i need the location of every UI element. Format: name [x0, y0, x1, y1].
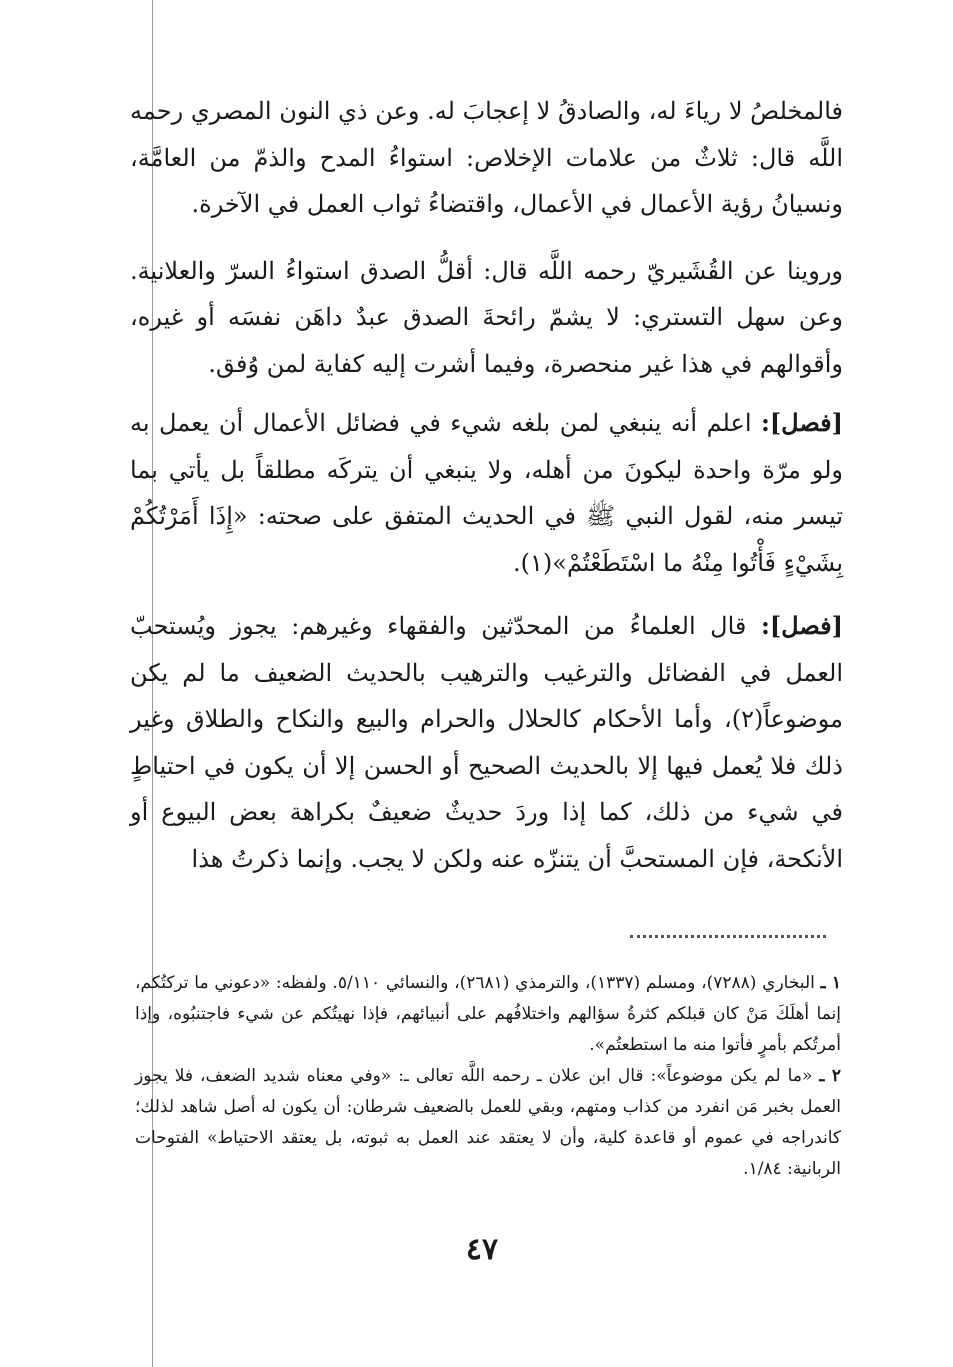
- paragraph-4: [130, 603, 843, 882]
- section-heading: [فصل]:: [760, 408, 843, 437]
- section-heading: [فصل]:: [760, 611, 843, 640]
- footnote-2: [135, 1061, 841, 1185]
- paragraph-3: [130, 400, 843, 586]
- footnote-text: «ما لم يكن موضوعاً»: قال ابن علان ـ رحمه اللَّه تعالى ـ: «وفي معناه شديد الضعف، فلا يجوز العمل بخبر مَن انفرد من كذاب ومتهم، وبقي للعمل بالضعيف شرطان: أن يكون له أصل شاهد لذلك؛ كاندراجه في عموم أو قاعدة كلية، وأن لا يعتقد عند العمل به ثبوته، بل يعتقد الاحتياط» الفتوحات الربانية: ١/٨٤.: [135, 1066, 841, 1179]
- footnote-number: ٢ ـ: [819, 1066, 842, 1086]
- paragraph-2: [130, 248, 843, 388]
- footnote-text: البخاري (٧٢٨٨)، ومسلم (١٣٣٧)، والترمذي (٢٦٨١)، والنسائي ٥/١١٠. ولفظه: «دعوني ما تركتُكم، إنما أهلَكَ مَنْ كان قبلكم كثرةُ سؤالهم واختلافُهم على أنبيائهم، فإذا نهيتُكم عن شيء فاجتنبُوه، وإذا أمرتُكم بأمرٍ فأتوا منه ما استطعتُم».: [135, 973, 841, 1055]
- page-number: ٤٧: [465, 1232, 499, 1267]
- paragraph-1-text: فالمخلصُ لا رياءَ له، والصادقُ لا إعجابَ له. وعن ذي النون المصري رحمه اللَّه قال: ثلاثٌ من علامات الإخلاص: استواءُ المدح والذمّ من العامَّة، ونسيانُ رؤية الأعمال في الأعمال، واقتضاءُ ثواب العمل في الآخرة.: [130, 97, 843, 218]
- footnote-number: ١ ـ: [820, 973, 842, 993]
- paragraph-3-text: اعلم أنه ينبغي لمن بلغه شيء في فضائل الأعمال أن يعمل به ولو مرّة واحدة ليكونَ من أهله، ولا ينبغي أن يتركَه مطلقاً بل يأتي بما تيسر منه، لقول النبي ﷺ في الحديث المتفق على صحته: «إِذَا أَمَرْتُكُمْ بِشَيْءٍ فَأْتُوا مِنْهُ ما اسْتَطَعْتُمْ»(١).: [130, 409, 843, 577]
- paragraph-2-text: وروينا عن القُشَيريّ رحمه اللَّه قال: أقلُّ الصدق استواءُ السرّ والعلانية. وعن سهل التستري: لا يشمّ رائحةَ الصدق عبدٌ داهَن نفسَه أو غيره، وأقوالهم في هذا غير منحصرة، وفيما أشرت إليه كفاية لمن وُفق.: [130, 256, 843, 378]
- footnote-1: [135, 968, 841, 1061]
- footnotes: [135, 968, 841, 1185]
- footnote-separator: [630, 935, 826, 938]
- paragraph-1: [130, 88, 843, 228]
- main-text: [130, 88, 843, 902]
- paragraph-4-text: قال العلماءُ من المحدّثين والفقهاء وغيرهم: يجوز ويُستحبّ العمل في الفضائل والترغيب والترهيب بالحديث الضعيف ما لم يكن موضوعاً(٢)، وأما الأحكام كالحلال والحرام والبيع والنكاح والطلاق وغير ذلك فلا يُعمل فيها إلا بالحديث الصحيح أو الحسن إلا أن يكون في احتياطٍ في شيء من ذلك، كما إذا وردَ حديثٌ ضعيفٌ بكراهة بعض البيوع أو الأنكحة، فإن المستحبَّ أن يتنزّه عنه ولكن لا يجب. وإنما ذكرتُ هذا: [130, 612, 843, 873]
